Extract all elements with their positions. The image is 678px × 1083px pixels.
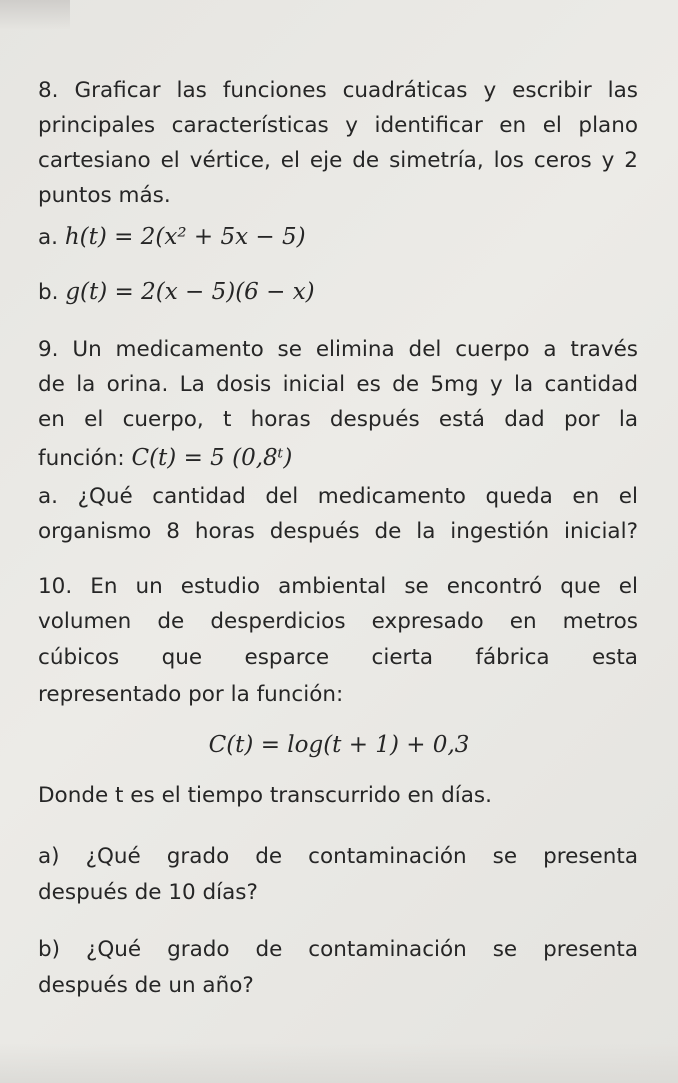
problem-10-line-1: 10. En un estudio ambiental se encontró que el [38,574,638,599]
problem-8-line-3: cartesiano el vértice, el eje de simetría, los ceros y 2 [38,148,638,173]
problem-10-a-line-2: después de 10 días? [38,880,258,905]
problem-8-line-4: puntos más. [38,183,171,208]
problem-10-formula [0,732,678,760]
problem-8-line-1: 8. Graficar las funciones cuadráticas y escribir las [38,78,638,103]
page-bottom-shade [0,1043,678,1083]
problem-9-a-line-2: organismo 8 horas después de la ingestión inicial? [38,519,638,544]
funcion-label: función: [38,446,132,471]
problem-9-line-1: 9. Un medicamento se elimina del cuerpo a través [38,337,638,362]
problem-9-line-2: de la orina. La dosis inicial es de 5mg y la cantidad [38,372,638,397]
formula-h: h(t) = 2(x² + 5x − 5) [64,224,306,250]
item-b-label: b. [38,280,59,305]
problem-10-where: Donde t es el tiempo transcurrido en días. [38,783,492,808]
problem-8-item-b [38,279,638,307]
problem-10-b-line-2: después de un año? [38,973,254,998]
problem-10-b-line-1: b) ¿Qué grado de contaminación se presenta [38,937,638,962]
problem-10-line-3: cúbicos que esparce cierta fábrica esta [38,645,638,670]
problem-9-line-3: en el cuerpo, t horas después está dad por la [38,407,638,432]
problem-8-item-a [38,224,638,252]
problem-9-a-line-1: a. ¿Qué cantidad del medicamento queda en el [38,484,638,509]
formula-c-log: C(t) = log(t + 1) + 0,3 [208,732,470,758]
problem-10-a-line-1: a) ¿Qué grado de contaminación se presenta [38,844,638,869]
formula-c-exponential: C(t) = 5 (0,8ᵗ) [131,445,293,471]
problem-10-line-2: volumen de desperdicios expresado en metros [38,609,638,634]
formula-g: g(t) = 2(x − 5)(6 − x) [65,279,315,305]
page-shadow [0,0,70,30]
problem-9-line-4 [38,445,638,473]
problem-10-line-4: representado por la función: [38,682,344,707]
item-a-label: a. [38,225,59,250]
problem-8-line-2: principales características y identificar en el plano [38,113,638,138]
